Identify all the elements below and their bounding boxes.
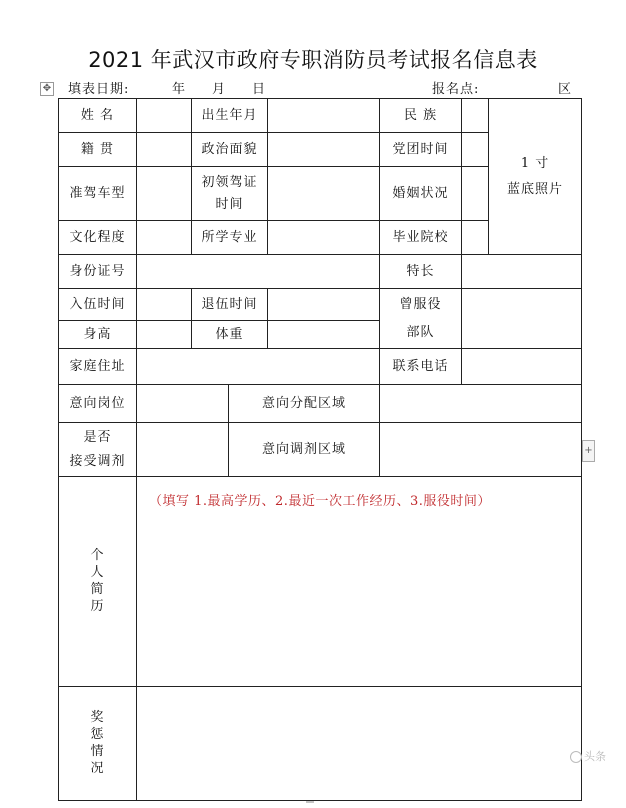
enroll-point-label: 报名点: <box>432 82 480 97</box>
transfer-district-cell[interactable] <box>380 423 582 477</box>
served-unit-cell[interactable] <box>462 289 582 349</box>
watermark-text: 头条 <box>584 750 606 763</box>
resume-cell[interactable] <box>137 477 582 687</box>
birth-label: 出生年月 <box>192 99 268 133</box>
page-corner-mark-icon <box>306 795 314 803</box>
marital-cell[interactable] <box>462 167 489 221</box>
enlist-time-label: 入伍时间 <box>59 289 137 321</box>
education-label: 文化程度 <box>59 221 137 255</box>
accept-transfer-text-2: 接受调剂 <box>69 453 126 469</box>
first-license-text-1: 初领驾证 <box>201 174 258 190</box>
resume-instruction: （填写 1.最高学历、2.最近一次工作经历、3.服役时间） <box>149 494 491 509</box>
resume-label-cell <box>59 477 137 687</box>
transfer-district-label: 意向调剂区域 <box>229 423 380 477</box>
weight-cell[interactable] <box>268 321 380 349</box>
party-join-time-label: 党团时间 <box>380 133 462 167</box>
awards-label: 奖惩情况 <box>90 710 105 776</box>
specialty-label: 特长 <box>380 255 462 289</box>
discharge-time-label: 退伍时间 <box>192 289 268 321</box>
birth-cell[interactable] <box>268 99 380 133</box>
political-status-cell[interactable] <box>268 133 380 167</box>
desired-post-cell[interactable] <box>137 385 229 423</box>
political-status-label: 政治面貌 <box>192 133 268 167</box>
first-license-label <box>192 167 268 221</box>
awards-label-cell <box>59 687 137 801</box>
year-label: 年 <box>172 82 187 97</box>
specialty-cell[interactable] <box>462 255 582 289</box>
awards-cell[interactable] <box>137 687 582 801</box>
watermark <box>570 748 620 764</box>
school-cell[interactable] <box>462 221 489 255</box>
accept-transfer-cell[interactable] <box>137 423 229 477</box>
served-unit-label <box>380 289 462 349</box>
weight-label: 体重 <box>192 321 268 349</box>
watermark-logo-icon <box>570 751 582 763</box>
name-label: 姓 名 <box>59 99 137 133</box>
add-column-plus-icon[interactable]: + <box>582 440 595 462</box>
school-label: 毕业院校 <box>380 221 462 255</box>
served-unit-text-2: 部队 <box>406 324 435 340</box>
first-license-text-2: 时间 <box>215 196 244 212</box>
education-cell[interactable] <box>137 221 192 255</box>
photo-size-text: 1 寸 <box>520 155 550 171</box>
driving-type-cell[interactable] <box>137 167 192 221</box>
ethnicity-label: 民 族 <box>380 99 462 133</box>
page-title: 2021 年武汉市政府专职消防员考试报名信息表 <box>88 48 538 72</box>
native-place-cell[interactable] <box>137 133 192 167</box>
id-number-label: 身份证号 <box>59 255 137 289</box>
month-label: 月 <box>212 82 227 97</box>
resume-label: 个人简历 <box>90 548 105 614</box>
native-place-label: 籍 贯 <box>59 133 137 167</box>
accept-transfer-text-1: 是否 <box>83 429 112 445</box>
district-label: 区 <box>558 82 573 97</box>
desired-district-cell[interactable] <box>380 385 582 423</box>
phone-label: 联系电话 <box>380 349 462 385</box>
photo-bg-text: 蓝底照片 <box>507 181 564 197</box>
photo-cell[interactable] <box>489 99 582 255</box>
first-license-cell[interactable] <box>268 167 380 221</box>
discharge-time-cell[interactable] <box>268 289 380 321</box>
party-join-time-cell[interactable] <box>462 133 489 167</box>
major-label: 所学专业 <box>192 221 268 255</box>
marital-label: 婚姻状况 <box>380 167 462 221</box>
desired-district-label: 意向分配区域 <box>229 385 380 423</box>
major-cell[interactable] <box>268 221 380 255</box>
height-label: 身高 <box>59 321 137 349</box>
address-cell[interactable] <box>137 349 380 385</box>
address-label: 家庭住址 <box>59 349 137 385</box>
served-unit-text-1: 曾服役 <box>399 296 442 312</box>
table-move-handle-icon[interactable]: ✥ <box>40 82 54 96</box>
phone-cell[interactable] <box>462 349 582 385</box>
ethnicity-cell[interactable] <box>462 99 489 133</box>
registration-form-table <box>58 98 582 801</box>
height-cell[interactable] <box>137 321 192 349</box>
enlist-time-cell[interactable] <box>137 289 192 321</box>
name-cell[interactable] <box>137 99 192 133</box>
day-label: 日 <box>252 82 267 97</box>
accept-transfer-label <box>59 423 137 477</box>
desired-post-label: 意向岗位 <box>59 385 137 423</box>
fill-date-label: 填表日期: <box>68 82 130 97</box>
id-number-cell[interactable] <box>137 255 380 289</box>
driving-type-label: 准驾车型 <box>59 167 137 221</box>
